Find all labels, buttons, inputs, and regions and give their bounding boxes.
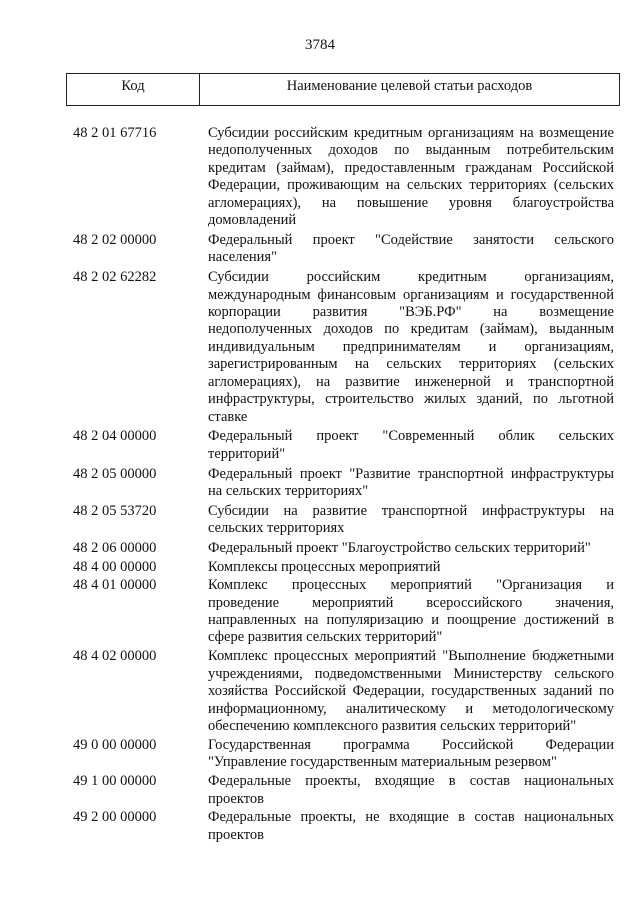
row-name xyxy=(208,648,614,735)
row-name-line: агломерациях), на развитие инженерной и транспортной xyxy=(208,373,614,390)
row-code: 48 4 00 00000 xyxy=(73,558,157,575)
row-code: 49 1 00 00000 xyxy=(73,773,157,790)
row-name xyxy=(208,559,614,576)
row-name-line: ставке xyxy=(208,408,248,425)
row-name-line: Комплекс процессных мероприятий "Организация и xyxy=(208,577,614,594)
row-code: 48 2 02 62282 xyxy=(73,269,157,286)
row-name-line: недополученных доходов по кредитам (займам), выданным xyxy=(208,321,614,338)
row-name xyxy=(208,466,614,501)
page-number: 3784 xyxy=(305,37,335,53)
table-row xyxy=(66,773,622,808)
row-name-line: Субсидии российским кредитным организациям на возмещение xyxy=(208,125,614,141)
row-name xyxy=(208,737,614,772)
table-row xyxy=(66,466,622,501)
table-row xyxy=(66,737,622,772)
row-name-line: сельских территориях xyxy=(208,520,345,537)
header-name: Наименование целевой статьи расходов xyxy=(286,78,533,94)
row-code: 49 0 00 00000 xyxy=(73,736,157,753)
row-name-line: проектов xyxy=(208,790,264,807)
row-code: 48 2 02 00000 xyxy=(73,231,157,248)
row-name-line: учреждениями, подведомственными Министерству сельского xyxy=(208,665,614,682)
row-name-line: направленных на популяризацию и поощрение достижений в xyxy=(208,611,614,628)
row-name-line: "Управление государственным материальным резервом" xyxy=(208,754,557,771)
row-name-line: территорий" xyxy=(208,445,286,462)
row-name-line: на сельских территориях" xyxy=(208,483,369,500)
row-name xyxy=(208,503,614,538)
row-name-line: Федеральные проекты, входящие в состав национальных xyxy=(208,773,614,790)
row-name-line: Федеральный проект "Развитие транспортной инфраструктуры xyxy=(208,465,614,482)
row-code: 49 2 00 00000 xyxy=(73,809,157,826)
row-name-line: инфраструктуры, строительство жилых зданий, по льготной xyxy=(208,391,614,408)
row-name-line: Федеральный проект "Благоустройство сельских территорий" xyxy=(208,540,591,557)
row-code: 48 2 06 00000 xyxy=(73,540,157,557)
row-name-line: Федеральный проект "Содействие занятости сельского xyxy=(208,231,614,248)
row-name-line: Федеральный проект "Современный облик сельских xyxy=(208,428,614,445)
row-name-line: агломерациях), на повышение уровня благоустройства xyxy=(208,194,614,211)
table-row xyxy=(66,428,622,463)
row-name-line: недополученных доходов по выданным потребительским xyxy=(208,142,614,159)
row-name xyxy=(208,232,614,267)
row-name xyxy=(208,125,614,229)
row-name-line: хозяйства Российской Федерации, государственных заданий по xyxy=(208,683,614,700)
row-name xyxy=(208,428,614,463)
table-row xyxy=(66,232,622,267)
row-name xyxy=(208,269,614,426)
row-name-line: кредитам (займам), предоставленным гражданам Российской xyxy=(208,159,614,176)
table-row xyxy=(66,125,622,229)
table-row xyxy=(66,503,622,538)
row-name xyxy=(208,809,614,844)
budget-rows xyxy=(66,125,622,844)
row-name-line: проведение мероприятий всероссийского значения, xyxy=(208,594,614,611)
row-code: 48 4 02 00000 xyxy=(73,648,157,665)
row-name xyxy=(208,540,614,557)
row-name-line: зарегистрированным на сельских территориях (сельских xyxy=(208,356,614,373)
row-name-line: корпорации развития "ВЭБ.РФ" на возмещение xyxy=(208,304,614,321)
row-code: 48 2 05 00000 xyxy=(73,465,157,482)
row-name-line: информационному, аналитическому и методологическому xyxy=(208,700,614,717)
row-code: 48 4 01 00000 xyxy=(73,577,157,594)
row-name-line: Государственная программа Российской Федерации xyxy=(208,736,614,753)
table-row xyxy=(66,540,622,557)
row-name-line: сфере развития сельских территорий" xyxy=(208,629,443,646)
row-name-line: Комплекс процессных мероприятий "Выполнение бюджетными xyxy=(208,648,614,665)
table-row xyxy=(66,648,622,735)
row-name-line: Комплексы процессных мероприятий xyxy=(208,558,441,575)
table-row xyxy=(66,577,622,647)
row-name xyxy=(208,773,614,808)
row-name-line: домовладений xyxy=(208,212,297,229)
table-row xyxy=(66,269,622,426)
row-name-line: Федеральные проекты, не входящие в состав национальных xyxy=(208,809,614,826)
row-name-line: индивидуальным предпринимателям и организациям, xyxy=(208,338,614,355)
row-name-line: проектов xyxy=(208,826,264,843)
row-name-line: населения" xyxy=(208,249,278,266)
row-name-line: Субсидии российским кредитным организациям, xyxy=(208,269,614,286)
row-code: 48 2 01 67716 xyxy=(73,125,157,141)
row-name-line: Субсидии на развитие транспортной инфраструктуры на xyxy=(208,503,614,520)
header-code: Код xyxy=(67,74,200,105)
table-row xyxy=(66,809,622,844)
row-name-line: международным финансовым организациям и государственной xyxy=(208,286,614,303)
row-name-line: обеспечению комплексного развития сельских территорий" xyxy=(208,717,577,734)
row-code: 48 2 05 53720 xyxy=(73,503,157,520)
row-name xyxy=(208,577,614,647)
table-row xyxy=(66,559,622,576)
row-name-line: Федерации, проживающим на сельских территориях (сельских xyxy=(208,177,614,194)
table-header xyxy=(66,73,620,106)
row-code: 48 2 04 00000 xyxy=(73,428,157,445)
